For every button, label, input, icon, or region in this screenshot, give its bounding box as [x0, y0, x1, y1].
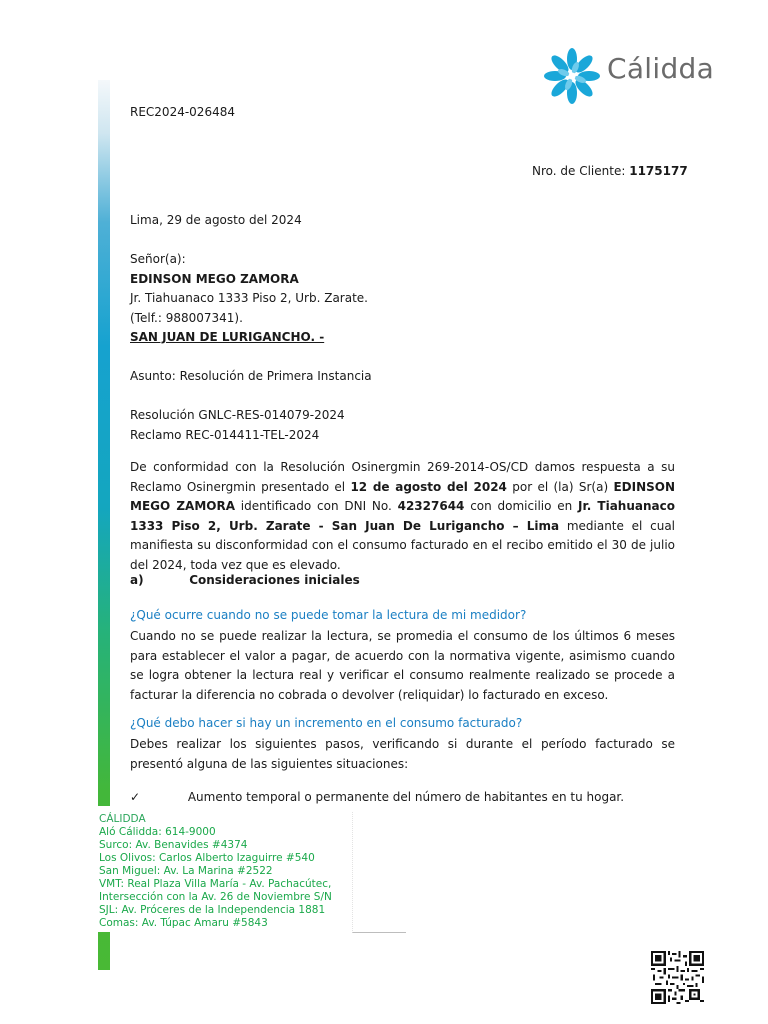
footer-phone: Aló Cálidda: 614-9000	[99, 826, 216, 838]
intro-text-1: De conformidad con la Resolución Osinergmin 269-2014-OS/CD damos respuesta a su Reclamo Osinergmin presentado el	[130, 460, 675, 494]
addressee-address: Jr. Tiahuanaco 1333 Piso 2, Urb. Zarate.	[130, 291, 368, 305]
letter-date: Lima, 29 de agosto del 2024	[130, 213, 302, 227]
footer-office: San Miguel: Av. La Marina #2522	[99, 865, 273, 877]
checklist-item	[130, 788, 624, 808]
footer-brand: CÁLIDDA	[99, 813, 146, 825]
calidda-logo	[540, 44, 730, 108]
addressee-phone: (Telf.: 988007341).	[130, 310, 243, 325]
footer-office: Surco: Av. Benavides #4374	[99, 839, 248, 851]
addressee-district: SAN JUAN DE LURIGANCHO. -	[130, 330, 325, 344]
intro-paragraph	[130, 458, 675, 575]
reference-number: REC2024-026484	[130, 105, 235, 119]
salutation: Señor(a):	[130, 252, 186, 266]
section-title: Consideraciones iniciales	[189, 573, 360, 587]
resolution-number: Resolución GNLC-RES-014079-2024	[130, 408, 345, 422]
footer-office: SJL: Av. Próceres de la Independencia 1881	[99, 904, 326, 916]
section-heading	[130, 571, 360, 591]
section-label: a)	[130, 573, 144, 587]
resolution-block	[130, 406, 345, 445]
client-value: 1175177	[629, 164, 688, 178]
footer-office: Los Olivos: Carlos Alberto Izaguirre #540	[99, 852, 315, 864]
intro-address: Jr. Tiahuanaco 1333 Piso 2, Urb. Zarate - San Juan De Lurigancho – Lima	[130, 499, 675, 533]
client-number	[532, 162, 688, 182]
intro-text-3: identificado con DNI No.	[235, 499, 398, 513]
answer-1: Cuando no se puede realizar la lectura, se promedia el consumo de los últimos 6 meses para establecer el valor a pagar, de acuerdo con la normativa vigente, asimismo cuando se logra obtener la lectura real y verificar el consumo realmente realizado se procede a facturar la diferencia no cobrada o devolver (reliquidar) lo facturado en exceso.	[130, 629, 675, 702]
claim-number: Reclamo REC-014411-TEL-2024	[130, 427, 320, 442]
addressee-block	[130, 250, 368, 348]
flower-icon	[540, 44, 604, 108]
footer-office: VMT: Real Plaza Villa María - Av. Pachacútec,	[99, 878, 332, 890]
client-label: Nro. de Cliente:	[532, 164, 626, 178]
footer-office: Intersección con la Av. 26 de Noviembre S/N	[99, 891, 332, 903]
answer-2: Debes realizar los siguientes pasos, verificando si durante el período facturado se presentó alguna de las siguientes situaciones:	[130, 737, 675, 771]
checklist-text: Aumento temporal o permanente del número de habitantes en tu hogar.	[187, 790, 625, 804]
subject-line: Asunto: Resolución de Primera Instancia	[130, 369, 372, 383]
intro-text-5: mediante el cual manifiesta su disconformidad con el consumo facturado en el recibo emitido el 30 de julio del 2024, toda vez que es elevado.	[130, 518, 676, 572]
question-2: ¿Qué debo hacer si hay un incremento en el consumo facturado?	[130, 716, 523, 730]
logo-wordmark: Cálidda	[607, 52, 715, 85]
footer-office: Comas: Av. Túpac Amaru #5843	[99, 917, 268, 929]
intro-date: 12 de agosto del 2024	[350, 479, 507, 494]
addressee-name: EDINSON MEGO ZAMORA	[130, 271, 299, 286]
question-1: ¿Qué ocurre cuando no se puede tomar la lectura de mi medidor?	[130, 608, 527, 622]
checkmark-icon: ✓	[130, 790, 141, 804]
intro-dni: 42327644	[397, 499, 465, 513]
intro-name: EDINSON MEGO ZAMORA	[130, 479, 676, 513]
qr-code	[651, 951, 704, 1004]
footer-divider	[352, 812, 406, 933]
footer-contacts	[99, 813, 332, 930]
intro-text-2: por el (la) Sr(a)	[506, 479, 614, 494]
intro-text-4: con domicilio en	[464, 499, 579, 513]
